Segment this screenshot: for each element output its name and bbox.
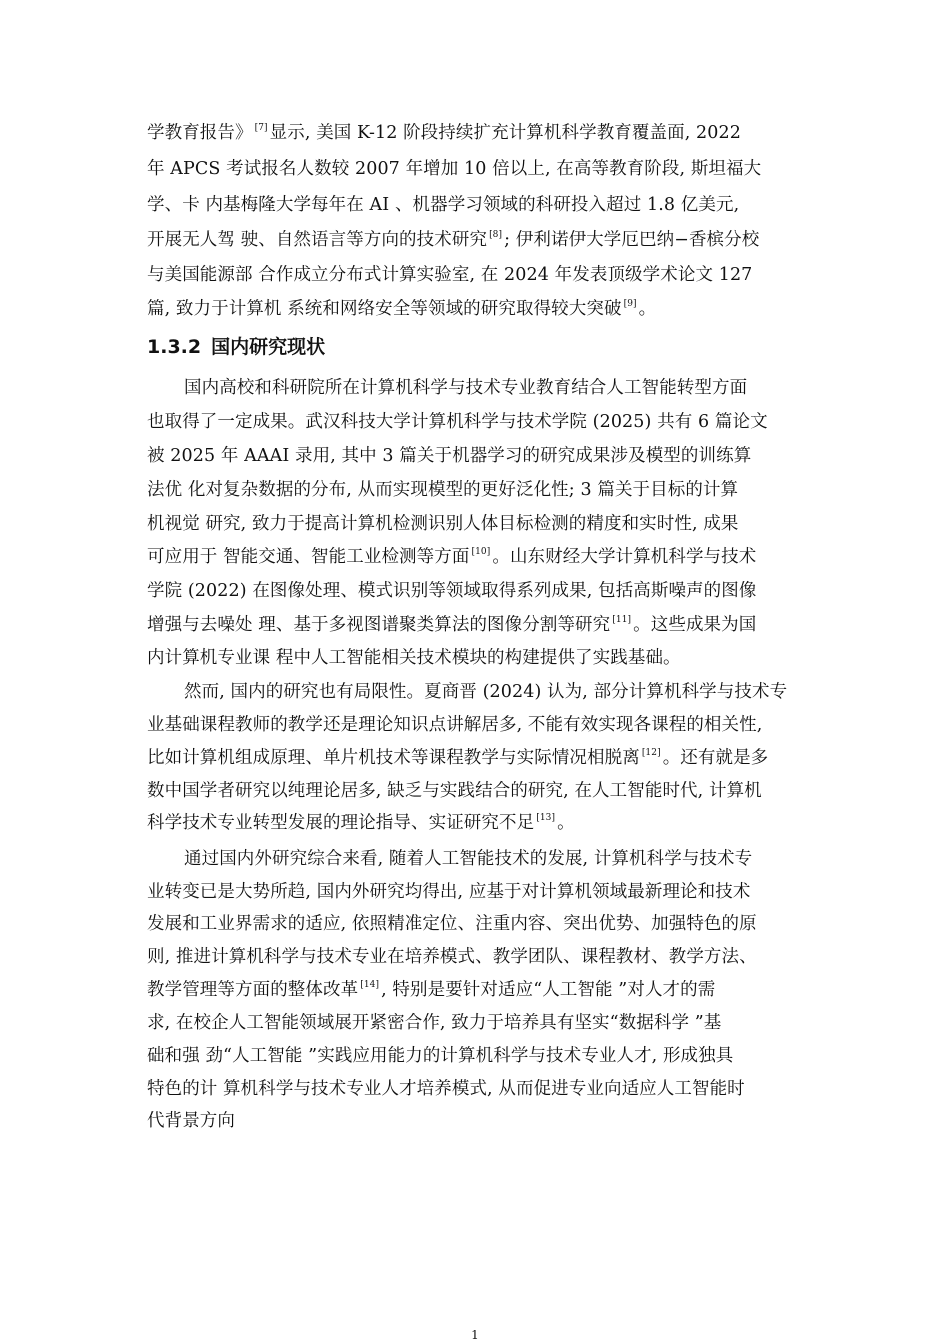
- citation-9: [9]: [623, 299, 637, 309]
- body-line-2: 年 APCS 考试报名人数较 2007 年增加 10 倍以上, 在高等教育阶段, 斯坦福大: [147, 159, 762, 179]
- citation-8: [8]: [489, 230, 503, 240]
- body-line-28: 特色的计 算机科学与技术专业人才培养模式, 从而促进专业向适应人工智能时: [147, 1079, 745, 1099]
- body-line-5: 与美国能源部 合作成立分布式计算实验室, 在 2024 年发表顶级学术论文 127: [147, 265, 753, 285]
- citation-7: [7]: [254, 123, 268, 133]
- body-line-29: 代背景方向: [147, 1111, 235, 1131]
- page-number: 1: [471, 1328, 479, 1342]
- body-line-4: 开展无人驾 驶、自然语言等方向的技术研究 [8] ; 伊利诺伊大学厄巴纳−香槟分校: [147, 230, 760, 250]
- body-line-6: 篇, 致力于计算机 系统和网络安全等领域的研究取得较大突破 [9] 。: [147, 299, 657, 319]
- body-line-3: 学、卡 内基梅隆大学每年在 AI 、机器学习领域的科研投入超过 1.8 亿美元,: [147, 195, 740, 215]
- body-line-21: 通过国内外研究综合来看, 随着人工智能技术的发展, 计算机科学与技术专: [184, 849, 753, 869]
- body-line-14: 增强与去噪处 理、基于多视图谱聚类算法的图像分割等研究 [11] 。这些成果为国: [147, 615, 757, 635]
- body-line-27: 础和强 劲“人工智能 ”实践应用能力的计算机科学与技术专业人才, 形成独具: [147, 1046, 734, 1066]
- body-line-23: 发展和工业界需求的适应, 依照精准定位、注重内容、突出优势、加强特色的原: [147, 914, 757, 934]
- body-line-24: 则, 推进计算机科学与技术专业在培养模式、教学团队、课程教材、教学方法、: [147, 947, 757, 967]
- body-line-26: 求, 在校企人工智能领域展开紧密合作, 致力于培养具有坚实“数据科学 ”基: [147, 1013, 722, 1033]
- body-line-1: 学教育报告》 [7] 显示, 美国 K-12 阶段持续扩充计算机科学教育覆盖面, 2022: [147, 123, 741, 143]
- body-line-19: 数中国学者研究以纯理论居多, 缺乏与实践结合的研究, 在人工智能时代, 计算机: [147, 781, 762, 801]
- body-line-12: 可应用于 智能交通、智能工业检测等方面 [10] 。山东财经大学计算机科学与技术: [147, 547, 757, 567]
- body-line-13: 学院 (2022) 在图像处理、模式识别等领域取得系列成果, 包括高斯噪声的图像: [147, 581, 757, 601]
- citation-10: [10]: [471, 547, 491, 557]
- body-line-17: 业基础课程教师的教学还是理论知识点讲解居多, 不能有效实现各课程的相关性,: [147, 715, 763, 735]
- citation-11: [11]: [612, 615, 632, 625]
- section-number: 1.3.2: [147, 336, 202, 358]
- body-line-22: 业转变已是大势所趋, 国内外研究均得出, 应基于对计算机领域最新理论和技术: [147, 882, 751, 902]
- body-line-9: 被 2025 年 AAAI 录用, 其中 3 篇关于机器学习的研究成果涉及模型的训练算: [147, 446, 752, 466]
- section-heading: [147, 335, 325, 359]
- body-line-11: 机视觉 研究, 致力于提高计算机检测识别人体目标检测的精度和实时性, 成果: [147, 514, 739, 534]
- body-line-7: 国内高校和科研院所在计算机科学与技术专业教育结合人工智能转型方面: [184, 378, 748, 398]
- body-line-20: 科学技术专业转型发展的理论指导、实证研究不足 [13] 。: [147, 813, 575, 833]
- body-line-10: 法优 化对复杂数据的分布, 从而实现模型的更好泛化性; 3 篇关于目标的计算: [147, 480, 739, 500]
- body-line-25: 教学管理等方面的整体改革 [14] , 特别是要针对适应“人工智能 ”对人才的需: [147, 980, 716, 1000]
- body-line-16: 然而, 国内的研究也有局限性。夏商晋 (2024) 认为, 部分计算机科学与技术专: [184, 682, 788, 702]
- citation-12: [12]: [641, 748, 661, 758]
- body-line-15: 内计算机专业课 程中人工智能相关技术模块的构建提供了实践基础。: [147, 648, 681, 668]
- body-line-18: 比如计算机组成原理、单片机技术等课程教学与实际情况相脱离 [12] 。还有就是多: [147, 748, 769, 768]
- section-title: 国内研究现状: [211, 336, 326, 358]
- citation-14: [14]: [360, 980, 380, 990]
- body-line-8: 也取得了一定成果。武汉科技大学计算机科学与技术学院 (2025) 共有 6 篇论文: [147, 412, 768, 432]
- citation-13: [13]: [536, 813, 556, 823]
